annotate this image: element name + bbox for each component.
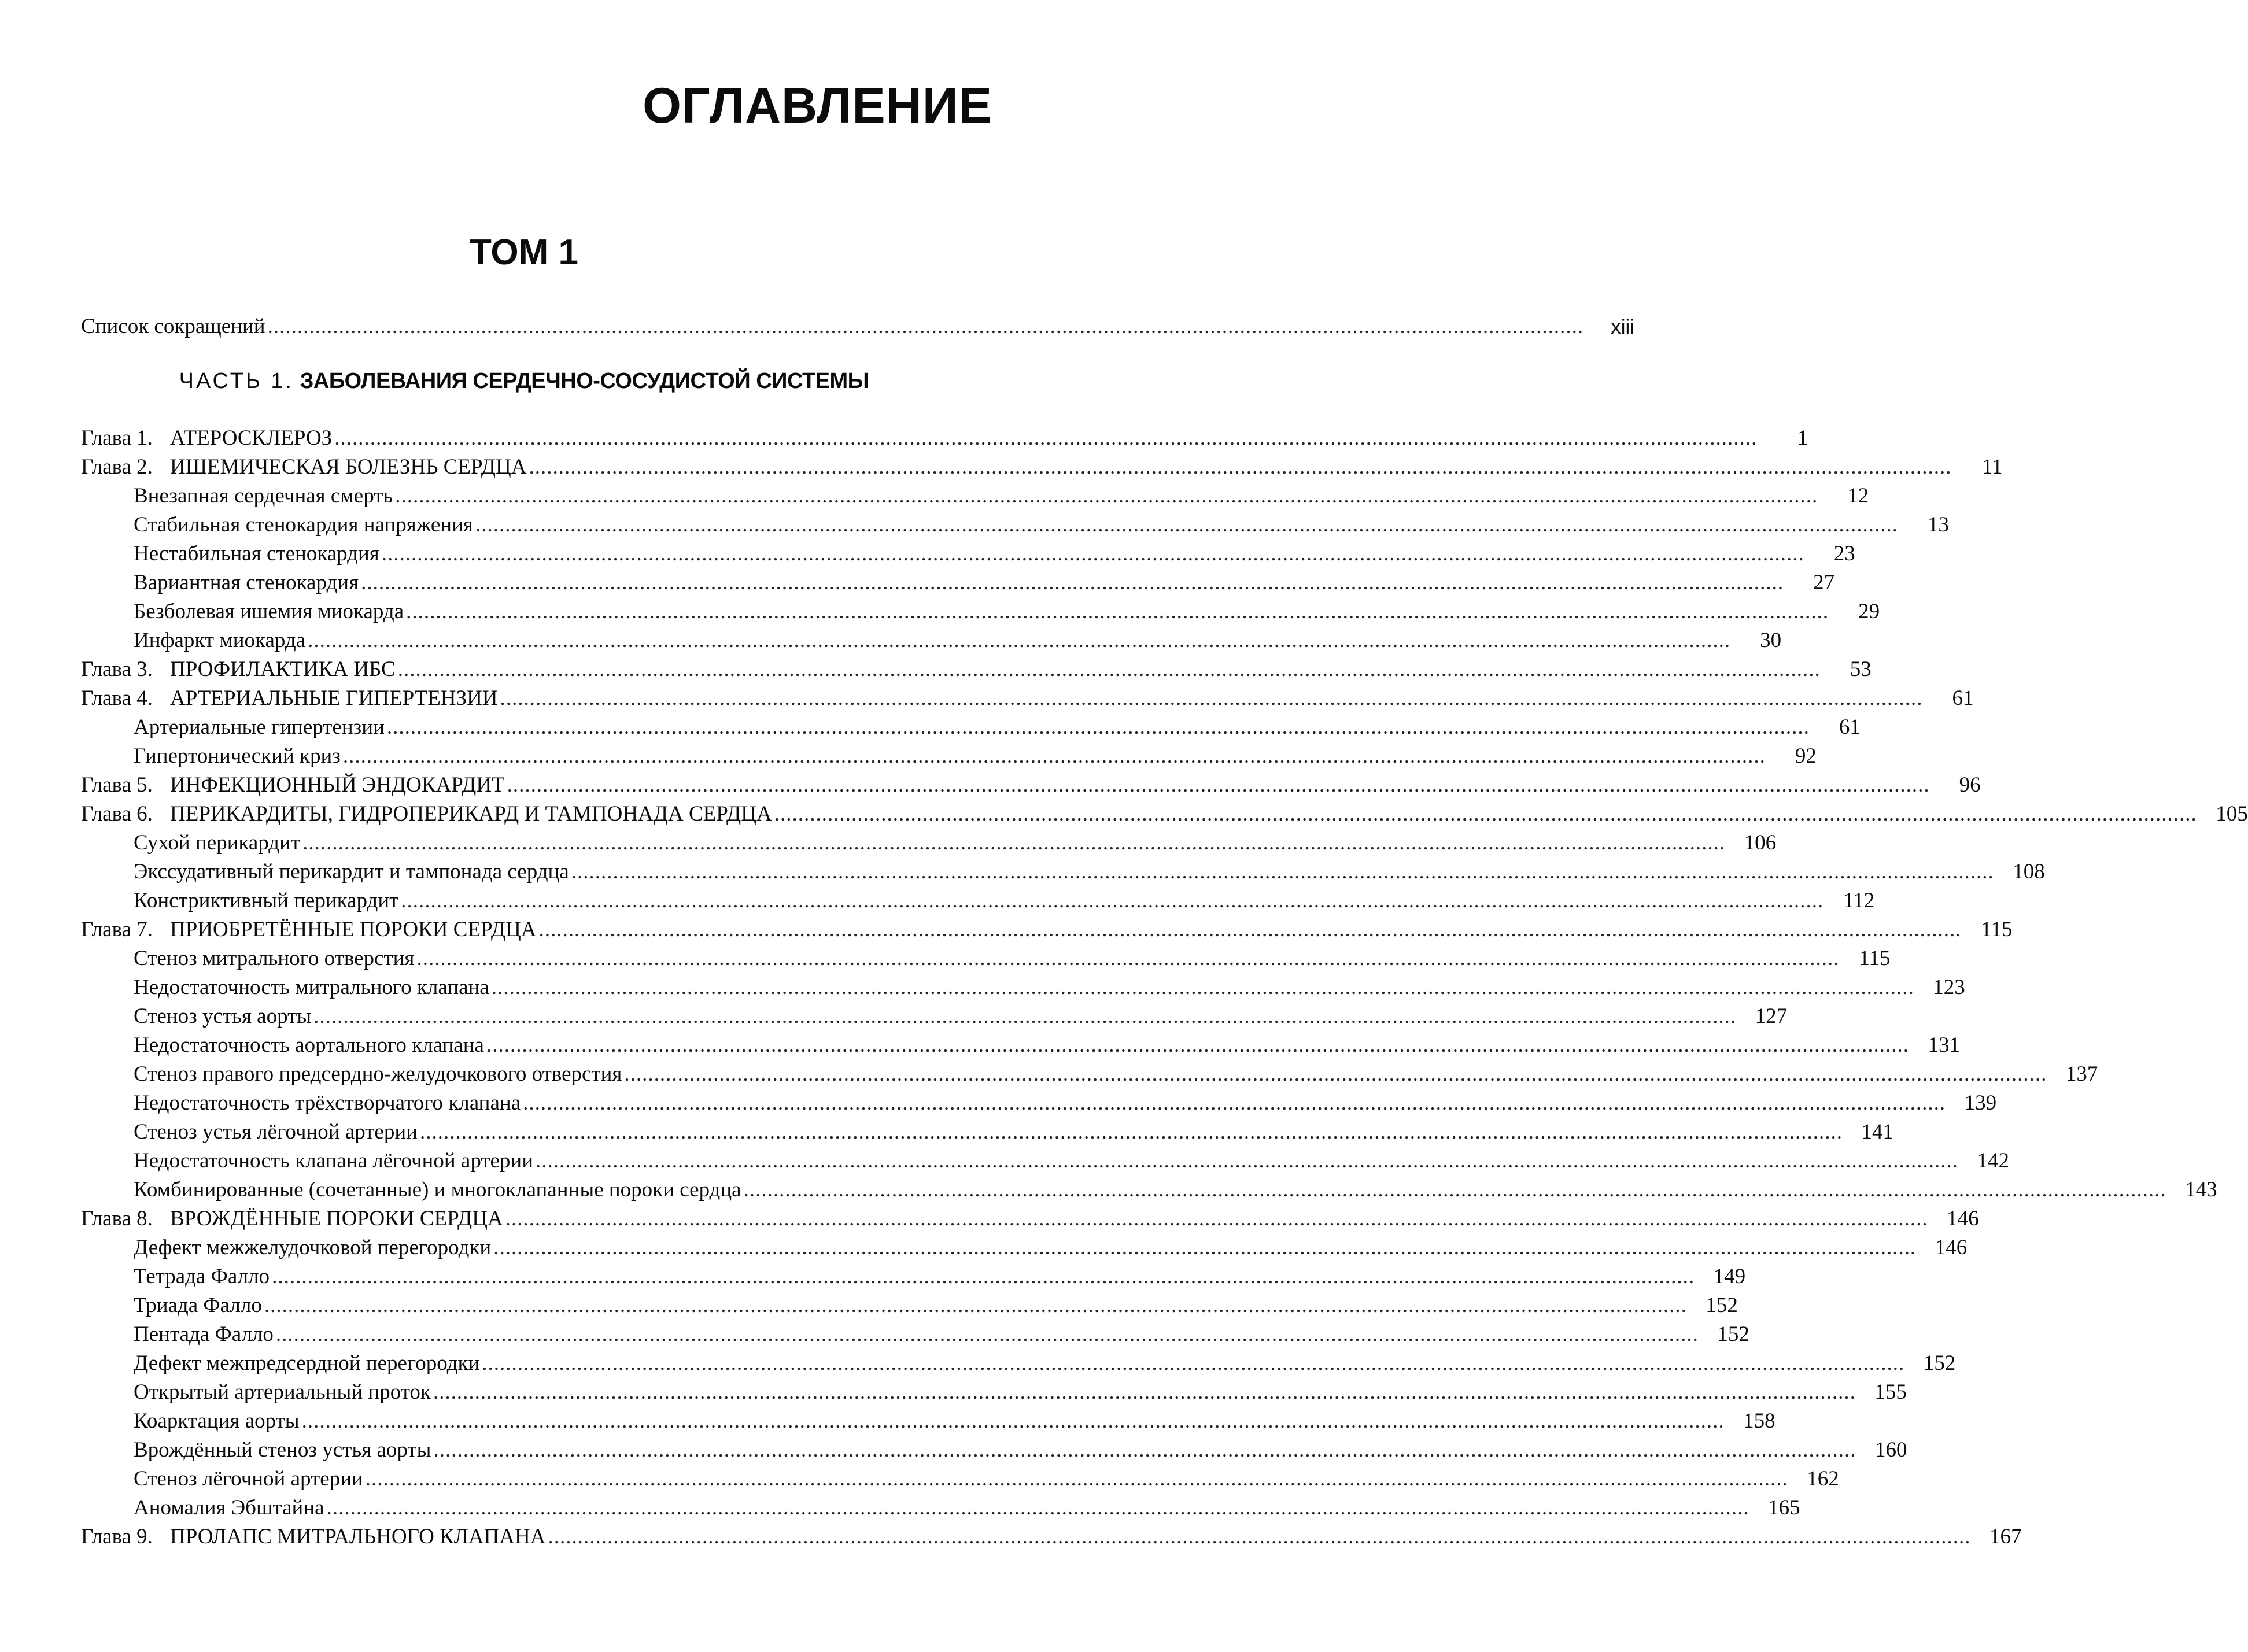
toc-entry-title: Недостаточность клапана лёгочной артерии bbox=[134, 1149, 534, 1173]
toc-entry-label bbox=[81, 1468, 363, 1490]
toc-entry-title: ПРОФИЛАКТИКА ИБС bbox=[170, 657, 396, 681]
toc-entry-label bbox=[81, 948, 414, 969]
toc-entry-title: Гипертонический криз bbox=[134, 744, 341, 768]
toc-entry-title: Экссудативный перикардит и тампонада сердца bbox=[134, 860, 569, 884]
dot-leader: ................................................................................................................................................................................................................................................ bbox=[272, 1265, 1695, 1288]
toc-entry-title: Внезапная сердечная смерть bbox=[134, 484, 393, 508]
toc-entry-page: 105 bbox=[2216, 802, 2248, 826]
toc-entry-page: 115 bbox=[1859, 947, 1891, 970]
toc-section-entry[interactable] bbox=[81, 1056, 2098, 1086]
dot-leader: ................................................................................................................................................................................................................................................ bbox=[361, 571, 1784, 594]
toc-section-entry[interactable] bbox=[81, 535, 1855, 566]
dot-leader: ................................................................................................................................................................................................................................................ bbox=[264, 1293, 1687, 1317]
toc-entry-label bbox=[81, 1150, 533, 1171]
toc-entry-page: 146 bbox=[1935, 1236, 1968, 1259]
dot-leader: ................................................................................................................................................................................................................................................ bbox=[395, 484, 1818, 508]
toc-entry-page: 30 bbox=[1760, 629, 1782, 652]
toc-entry-title: ИНФЕКЦИОННЫЙ ЭНДОКАРДИТ bbox=[170, 773, 505, 797]
toc-entry-title: Недостаточность аортального клапана bbox=[134, 1033, 484, 1057]
toc-entry-title: АРТЕРИАЛЬНЫЕ ГИПЕРТЕНЗИИ bbox=[170, 686, 498, 710]
toc-entry-title: Дефект межжелудочковой перегородки bbox=[134, 1236, 492, 1259]
dot-leader: ................................................................................................................................................................................................................................................ bbox=[523, 1091, 1946, 1115]
dot-leader: ................................................................................................................................................................................................................................................ bbox=[365, 1467, 1788, 1491]
toc-entry-label bbox=[81, 456, 526, 478]
toc-entry-label bbox=[81, 1092, 521, 1114]
toc-section-entry[interactable] bbox=[81, 622, 1782, 652]
dot-leader: ................................................................................................................................................................................................................................................ bbox=[500, 686, 1923, 710]
toc-entry-label bbox=[81, 774, 505, 796]
toc-section-entry[interactable] bbox=[81, 1258, 1746, 1288]
toc-entry-page: 149 bbox=[1713, 1265, 1746, 1288]
toc-section-entry[interactable] bbox=[81, 1432, 1907, 1462]
toc-chapter-entry[interactable] bbox=[81, 449, 2003, 479]
toc-entry-page: 127 bbox=[1755, 1004, 1788, 1028]
page-title: ОГЛАВЛЕНИЕ bbox=[643, 78, 992, 134]
toc-entry-label bbox=[81, 861, 569, 882]
toc-entry-page: 152 bbox=[1923, 1351, 1956, 1375]
toc-section-entry[interactable] bbox=[81, 1143, 2010, 1173]
toc-section-entry[interactable] bbox=[81, 564, 1835, 594]
toc-entry-label bbox=[81, 1179, 741, 1200]
toc-entry-title: Пентада Фалло bbox=[134, 1322, 274, 1346]
toc-entry-page: 131 bbox=[1928, 1033, 1960, 1057]
toc-chapter-entry[interactable] bbox=[81, 767, 1981, 797]
toc-section-entry[interactable] bbox=[81, 1316, 1749, 1346]
dot-leader: ................................................................................................................................................................................................................................................ bbox=[381, 542, 1804, 566]
toc-section-entry[interactable] bbox=[81, 1287, 1738, 1317]
toc-entry-label bbox=[81, 1006, 311, 1027]
chapter-number: Глава 2. bbox=[81, 455, 153, 479]
toc-entry-title: АТЕРОСКЛЕРОЗ bbox=[170, 426, 333, 450]
chapter-number: Глава 8. bbox=[81, 1207, 153, 1230]
toc-chapter-entry[interactable] bbox=[81, 911, 2013, 941]
part-label: ЧАСТЬ 1. bbox=[179, 369, 294, 393]
dot-leader: ................................................................................................................................................................................................................................................ bbox=[419, 1120, 1843, 1144]
toc-entry-page: 141 bbox=[1861, 1120, 1893, 1144]
dot-leader: ................................................................................................................................................................................................................................................ bbox=[505, 1207, 1928, 1230]
toc-section-entry[interactable] bbox=[81, 853, 2045, 884]
toc-entry-title: Инфаркт миокарда bbox=[134, 629, 306, 652]
toc-entry-page: 115 bbox=[1981, 918, 2013, 941]
toc-entry-page: 29 bbox=[1858, 600, 1880, 623]
chapter-number: Глава 1. bbox=[81, 426, 153, 450]
toc-entry-page: 106 bbox=[1744, 831, 1777, 855]
toc-entry-label bbox=[81, 1439, 431, 1461]
toc-entry-page: 23 bbox=[1833, 542, 1855, 566]
toc-section-entry[interactable] bbox=[81, 1171, 2217, 1202]
toc-entry-page: 158 bbox=[1743, 1409, 1775, 1433]
toc-entry-label bbox=[81, 427, 332, 449]
toc-entry-page: 61 bbox=[1839, 715, 1861, 739]
toc-entry-title: ИШЕМИЧЕСКАЯ БОЛЕЗНЬ СЕРДЦА bbox=[170, 455, 527, 479]
toc-entry-label bbox=[81, 1526, 545, 1547]
toc-entry-label bbox=[81, 630, 305, 651]
dot-leader: ................................................................................................................................................................................................................................................ bbox=[548, 1525, 1971, 1548]
toc-entry-label bbox=[81, 1497, 324, 1518]
toc-entry-page: 61 bbox=[1952, 686, 1974, 710]
toc-entry-page: 162 bbox=[1807, 1467, 1839, 1491]
dot-leader: ................................................................................................................................................................................................................................................ bbox=[334, 426, 1758, 450]
toc-entry-title: Стабильная стенокардия напряжения bbox=[134, 513, 473, 537]
toc-entry-page: 165 bbox=[1768, 1496, 1800, 1520]
toc-entry-title: Триада Фалло bbox=[134, 1293, 262, 1317]
dot-leader: ................................................................................................................................................................................................................................................ bbox=[386, 715, 1810, 739]
toc-entry-page: 139 bbox=[1964, 1091, 1997, 1115]
dot-leader: ................................................................................................................................................................................................................................................ bbox=[433, 1438, 1856, 1462]
dot-leader: ................................................................................................................................................................................................................................................ bbox=[406, 600, 1829, 623]
toc-entry-label bbox=[81, 919, 537, 940]
toc-section-entry[interactable] bbox=[81, 1114, 1893, 1144]
toc-entry-page: 13 bbox=[1927, 513, 1949, 537]
dot-leader: ................................................................................................................................................................................................................................................ bbox=[482, 1351, 1905, 1375]
toc-chapter-entry[interactable] bbox=[81, 420, 1808, 450]
toc-section-entry[interactable] bbox=[81, 1403, 1775, 1433]
toc-section-entry[interactable] bbox=[81, 709, 1861, 739]
toc-entry-page: 155 bbox=[1874, 1380, 1907, 1404]
dot-leader: ................................................................................................................................................................................................................................................ bbox=[743, 1178, 2166, 1202]
toc-entry-title: Вариантная стенокардия bbox=[134, 571, 359, 594]
toc-section-entry[interactable] bbox=[81, 507, 1949, 537]
toc-entry-title: ПРИОБРЕТЁННЫЕ ПОРОКИ СЕРДЦА bbox=[170, 918, 537, 941]
toc-entry-label bbox=[81, 1324, 274, 1345]
toc-entry-label bbox=[81, 890, 398, 911]
toc-entry-title: Аномалия Эбштайна bbox=[134, 1496, 324, 1520]
toc-entry-page: 11 bbox=[1981, 455, 2003, 479]
toc-entry-title: Стеноз лёгочной артерии bbox=[134, 1467, 363, 1491]
toc-entry-title: Стеноз правого предсердно-желудочкового отверстия bbox=[134, 1062, 622, 1086]
dot-leader: .............................................................................................................................................................................................................................. bbox=[267, 315, 1584, 338]
toc-entry-title: Стеноз митрального отверстия bbox=[134, 947, 415, 970]
dot-leader: ................................................................................................................................................................................................................................................ bbox=[342, 744, 1766, 768]
toc-entry-page: 143 bbox=[2185, 1178, 2217, 1202]
toc-chapter-entry[interactable] bbox=[81, 651, 1872, 681]
chapter-number: Глава 9. bbox=[81, 1525, 153, 1548]
chapter-number: Глава 5. bbox=[81, 773, 153, 797]
toc-section-entry[interactable] bbox=[81, 593, 1880, 623]
toc-entry-label bbox=[81, 1295, 262, 1316]
toc-entry-label bbox=[81, 572, 359, 593]
dot-leader: ................................................................................................................................................................................................................................................ bbox=[401, 889, 1824, 912]
toc-section-entry[interactable] bbox=[81, 1461, 1839, 1491]
toc-entry-page: 152 bbox=[1717, 1322, 1749, 1346]
toc-entry-label bbox=[81, 1121, 418, 1143]
volume-title: ТОМ 1 bbox=[470, 232, 578, 272]
toc-entry-title: Констриктивный перикардит bbox=[134, 889, 399, 912]
dot-leader: ................................................................................................................................................................................................................................................ bbox=[491, 975, 1914, 999]
chapter-number: Глава 3. bbox=[81, 657, 153, 681]
toc-entry-label bbox=[81, 1237, 491, 1258]
toc-section-entry[interactable] bbox=[81, 1490, 1800, 1520]
toc-entry-label bbox=[81, 543, 379, 564]
toc-entry-title: Сухой перикардит bbox=[134, 831, 301, 855]
toc-entry-title: Стеноз устья лёгочной артерии bbox=[134, 1120, 418, 1144]
dot-leader: ................................................................................................................................................................................................................................................ bbox=[538, 918, 1962, 941]
toc-section-entry[interactable] bbox=[81, 738, 1817, 768]
toc-section-entry[interactable] bbox=[81, 940, 1891, 970]
toc-entry-page: 160 bbox=[1874, 1438, 1907, 1462]
toc-entry-label bbox=[81, 485, 393, 507]
toc-chapter-entry[interactable] bbox=[81, 796, 2248, 826]
toc-entry-page: 137 bbox=[2065, 1062, 2098, 1086]
toc-entry-page: 12 bbox=[1847, 484, 1869, 508]
toc-entry-title: Дефект межпредсердной перегородки bbox=[134, 1351, 480, 1375]
toc-abbreviations-entry[interactable] bbox=[81, 308, 1635, 338]
toc-entry-label bbox=[81, 659, 396, 680]
toc-entry-label bbox=[81, 1410, 300, 1432]
toc-entry-label bbox=[81, 1266, 270, 1287]
dot-leader: ................................................................................................................................................................................................................................................ bbox=[571, 860, 1994, 884]
toc-entry-title: Комбинированные (сочетанные) и многоклапанные пороки сердца bbox=[134, 1178, 741, 1202]
toc-entry-label bbox=[81, 514, 473, 535]
dot-leader: ................................................................................................................................................................................................................................................ bbox=[326, 1496, 1749, 1520]
toc-entry-title: Стеноз устья аорты bbox=[134, 1004, 312, 1028]
toc-entry-title: ПЕРИКАРДИТЫ, ГИДРОПЕРИКАРД И ТАМПОНАДА СЕРДЦА bbox=[170, 802, 772, 826]
toc-section-entry[interactable] bbox=[81, 1345, 1956, 1375]
toc-entry-title: ПРОЛАПС МИТРАЛЬНОГО КЛАПАНА bbox=[170, 1525, 546, 1548]
dot-leader: ................................................................................................................................................................................................................................................ bbox=[486, 1033, 1909, 1057]
dot-leader: ................................................................................................................................................................................................................................................ bbox=[433, 1380, 1856, 1404]
toc-entry-title: Открытый артериальный проток bbox=[134, 1380, 431, 1404]
dot-leader: ................................................................................................................................................................................................................................................ bbox=[536, 1149, 1959, 1173]
dot-leader: ................................................................................................................................................................................................................................................ bbox=[397, 657, 1821, 681]
dot-leader: ................................................................................................................................................................................................................................................ bbox=[313, 1004, 1737, 1028]
dot-leader: ................................................................................................................................................................................................................................................ bbox=[275, 1322, 1699, 1346]
toc-entry-title: Недостаточность митрального клапана bbox=[134, 975, 489, 999]
chapter-number: Глава 4. bbox=[81, 686, 153, 710]
toc-entry-title: Недостаточность трёхстворчатого клапана bbox=[134, 1091, 521, 1115]
dot-leader: ................................................................................................................................................................................................................................................ bbox=[624, 1062, 2047, 1086]
toc-entry-page: 112 bbox=[1843, 889, 1875, 912]
toc-entry-label bbox=[81, 1352, 479, 1374]
dot-leader: ................................................................................................................................................................................................................................................ bbox=[302, 831, 1726, 855]
toc-entry-title: ВРОЖДЁННЫЕ ПОРОКИ СЕРДЦА bbox=[170, 1207, 503, 1230]
toc-section-entry[interactable] bbox=[81, 825, 1777, 855]
dot-leader: ................................................................................................................................................................................................................................................ bbox=[475, 513, 1898, 537]
toc-entry-page: 27 bbox=[1813, 571, 1835, 594]
toc-entry-label bbox=[81, 1381, 431, 1403]
toc-entry-label bbox=[81, 688, 498, 709]
dot-leader: ................................................................................................................................................................................................................................................ bbox=[507, 773, 1930, 797]
chapter-number: Глава 6. bbox=[81, 802, 153, 826]
toc-entry-title: Коарктация аорты bbox=[134, 1409, 300, 1433]
toc-entry-label bbox=[81, 601, 404, 622]
toc-entry-page: 1 bbox=[1797, 426, 1808, 450]
toc-entry-label bbox=[81, 1034, 484, 1056]
toc-entry-title: Врождённый стеноз устья аорты bbox=[134, 1438, 431, 1462]
toc-entry-page: 152 bbox=[1706, 1293, 1738, 1317]
toc-entry-page: 167 bbox=[1989, 1525, 2022, 1548]
toc-section-entry[interactable] bbox=[81, 478, 1869, 508]
dot-leader: ................................................................................................................................................................................................................................................ bbox=[774, 802, 2197, 826]
dot-leader: ................................................................................................................................................................................................................................................ bbox=[301, 1409, 1725, 1433]
toc-section-entry[interactable] bbox=[81, 1374, 1907, 1404]
toc-entry-label bbox=[81, 1063, 622, 1085]
toc-entry-label bbox=[81, 832, 300, 853]
toc-entry-label bbox=[81, 803, 772, 825]
toc-chapter-entry[interactable] bbox=[81, 680, 1974, 710]
toc-entry-label bbox=[81, 745, 341, 767]
toc-section-entry[interactable] bbox=[81, 882, 1875, 912]
toc-entry-page: 92 bbox=[1795, 744, 1817, 768]
toc-section-entry[interactable] bbox=[81, 1085, 1997, 1115]
toc-entry-page: 142 bbox=[1977, 1149, 2010, 1173]
dot-leader: ................................................................................................................................................................................................................................................ bbox=[308, 629, 1731, 652]
toc-section-entry[interactable] bbox=[81, 969, 1965, 999]
toc-entry-label bbox=[81, 977, 489, 998]
toc-entry-page: 146 bbox=[1947, 1207, 1979, 1230]
toc-entry-page: 108 bbox=[2013, 860, 2045, 884]
toc-section-entry[interactable] bbox=[81, 1229, 1968, 1259]
dot-leader: ................................................................................................................................................................................................................................................ bbox=[529, 455, 1952, 479]
toc-entry-title: Нестабильная стенокардия bbox=[134, 542, 379, 566]
toc-section-entry[interactable] bbox=[81, 1027, 1960, 1057]
toc-chapter-entry[interactable] bbox=[81, 1518, 2022, 1548]
toc-entry-page: 53 bbox=[1850, 657, 1872, 681]
dot-leader: ................................................................................................................................................................................................................................................ bbox=[493, 1236, 1917, 1259]
toc-entry-title: Тетрада Фалло bbox=[134, 1265, 270, 1288]
part-name: ЗАБОЛЕВАНИЯ СЕРДЕЧНО-СОСУДИСТОЙ СИСТЕМЫ bbox=[300, 369, 869, 393]
toc-entry-title: Безболевая ишемия миокарда bbox=[134, 600, 404, 623]
toc-section-entry[interactable] bbox=[81, 998, 1788, 1028]
toc-entry-page: 123 bbox=[1933, 975, 1965, 999]
toc-entry-label bbox=[81, 1208, 503, 1229]
toc-entry-label bbox=[81, 716, 385, 738]
toc-entry-title: Артериальные гипертензии bbox=[134, 715, 385, 739]
dot-leader: ................................................................................................................................................................................................................................................ bbox=[416, 947, 1840, 970]
toc-entry-page: 96 bbox=[1959, 773, 1981, 797]
toc-entry-title: Список сокращений bbox=[81, 315, 265, 338]
chapter-number: Глава 7. bbox=[81, 918, 153, 941]
toc-chapter-entry[interactable] bbox=[81, 1200, 1979, 1230]
part-heading bbox=[0, 370, 1048, 392]
toc-entry-page: xiii bbox=[1611, 316, 1635, 338]
